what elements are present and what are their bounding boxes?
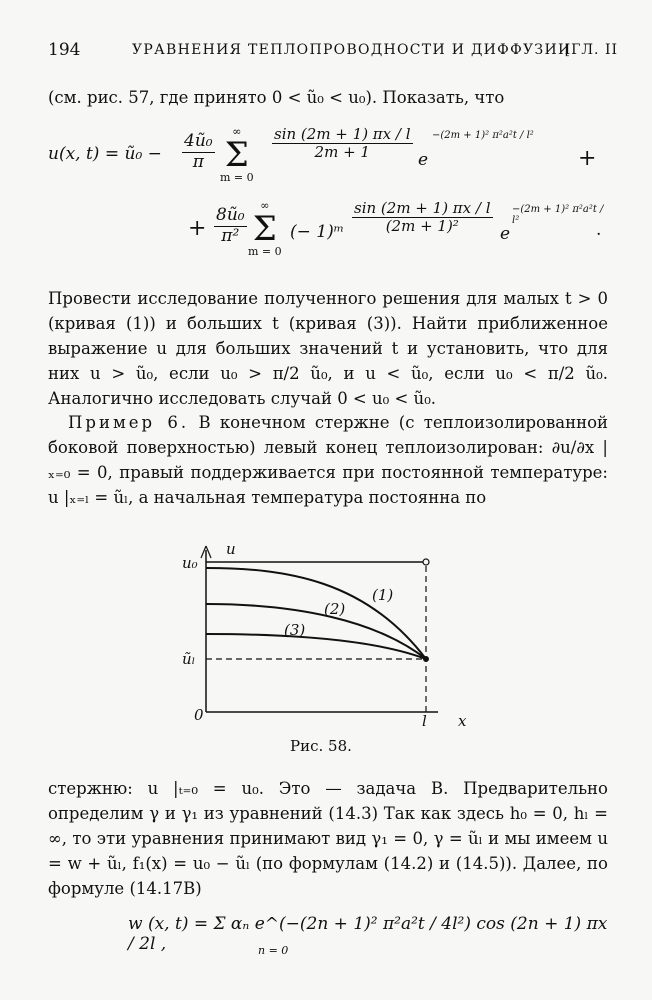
formula2-sign: (− 1)ᵐ	[290, 222, 345, 242]
plus-sign: +	[578, 146, 597, 171]
curve-2	[206, 604, 426, 659]
x-axis-label: x	[458, 712, 467, 730]
label-u0: u₀	[182, 554, 198, 572]
paragraph-example	[48, 410, 608, 510]
formula2-coefficient: $\frac{\text{8ũ₀}}{\text{π²}}$	[216, 205, 245, 246]
formula1-fraction: $\frac{\sin (2m + 1) \pi x / l}{2m + 1}$	[274, 125, 411, 162]
formula3-text: w (x, t) = Σ αₙ e^(−(2n + 1)² π²a²t / 4l²) cos (2n + 1) πx / 2l ,	[128, 914, 608, 954]
curve-2-label: (2)	[324, 600, 346, 618]
formula-w	[48, 900, 610, 970]
curve-1-label: (1)	[372, 586, 394, 604]
running-title: УРАВНЕНИЯ ТЕПЛОПРОВОДНОСТИ И ДИФФУЗИИ	[132, 42, 572, 58]
paragraph-investigation: Провести исследование полученного решения для малых t > 0 (кривая (1)) и больших t (кривая (3)). Найти приближенное выражение u для больших значений t и установить, что для них u > ũ₀, если u₀ > π/2 ũ₀, и u < ũ₀, если u₀ < π/2 ũ₀. Аналогично исследовать случай 0 < u₀ < ũ₀.	[48, 289, 608, 408]
formula1-coefficient: $\frac{\text{4ũ₀}}{\pi}$	[184, 131, 213, 172]
paragraph-solution: стержню: u |ₜ₌₀ = u₀. Это — задача В. Предварительно определим γ и γ₁ из уравнений (14.3) Так как здесь h₀ = 0, hₗ = ∞, то эти уравнения принимают вид γ₁ = 0, γ = ũₗ и мы имеем u = w + ũₗ, f₁(x) = u₀ − ũₗ (по формулам (14.2) и (14.5)). Далее, по формуле (14.17В)	[48, 779, 608, 898]
formula-u-part1: u(x, t) = ũ₀ − $\frac{\text{4ũ₀}}{\pi}$ ∞ Σ m = 0 $\frac{\sin (2m + 1) \pi x / l}{2m + 1}$ e −(2m + 1)² π²a²t / l² +	[48, 125, 597, 184]
formula1-lhs: u(x, t) = ũ₀ −	[48, 144, 162, 164]
intro-line: (см. рис. 57, где принято 0 < ũ₀ < u₀). Показать, что	[48, 88, 505, 107]
chapter-label: [ГЛ. II	[564, 42, 618, 58]
figure-58	[176, 540, 476, 730]
label-ul: ũₗ	[182, 650, 196, 668]
page-number: 194	[48, 40, 81, 60]
formula2-exponent: −(2m + 1)² π²a²t / l²	[512, 204, 604, 226]
formula3-sum-bottom: n = 0	[258, 944, 289, 957]
example-text: В конечном стержне (с теплоизолированной боковой поверхностью) левый конец теплоизолирован: ∂u/∂x |ₓ₌₀ = 0, правый поддерживается при постоянной температуре: u |ₓ₌ₗ = ũₗ, а начальная температура постоянна по	[48, 413, 608, 507]
label-l: l	[422, 712, 427, 730]
sum-symbol: ∞ Σ m = 0	[220, 125, 254, 184]
label-origin: 0	[194, 706, 204, 724]
y-axis-label: u	[226, 540, 236, 558]
example-label: Пример 6.	[68, 413, 190, 432]
page-header	[48, 40, 618, 62]
formula1-exponent: −(2m + 1)² π²a²t / l²	[432, 130, 534, 141]
figure-caption: Рис. 58.	[290, 737, 352, 755]
curve-3-label: (3)	[284, 621, 306, 639]
formula-u-part2: + $\frac{\text{8ũ₀}}{\text{π²}}$ ∞ Σ m = 0 (− 1)ᵐ $\frac{\sin (2m + 1) \pi x / l}{\text{(2m + 1)²}}$ e −(2m + 1)² π²a²t / l² .	[48, 200, 610, 268]
formula2-fraction: $\frac{\sin (2m + 1) \pi x / l}{\text{(2m + 1)²}}$	[354, 199, 491, 236]
sum-symbol-2: ∞ Σ m = 0	[248, 199, 282, 258]
